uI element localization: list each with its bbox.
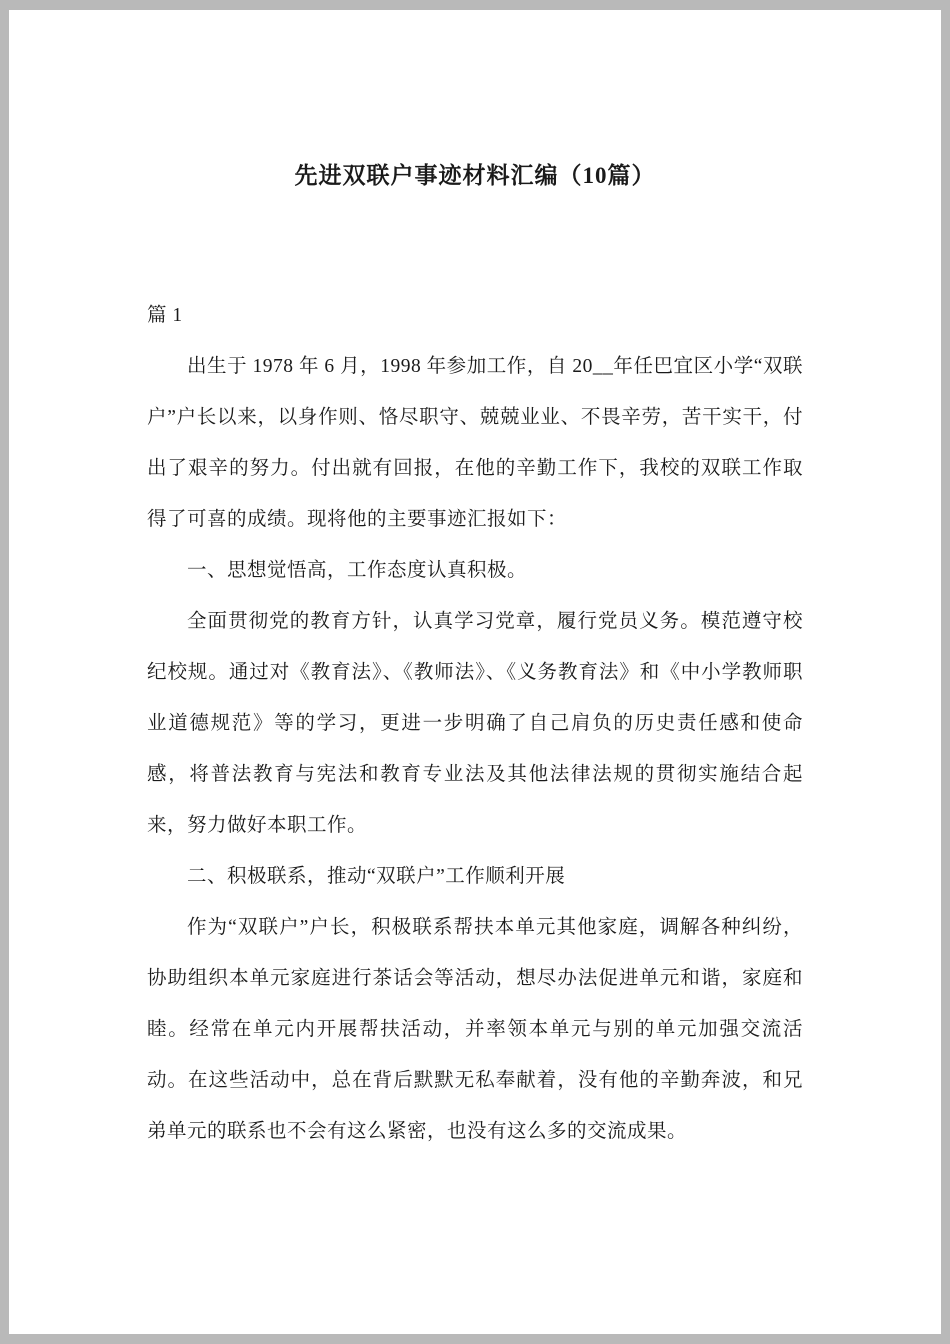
- paragraph: 出生于 1978 年 6 月，1998 年参加工作，自 20__年任巴宜区小学“双联户”户长以来，以身作则、恪尽职守、兢兢业业、不畏辛劳，苦干实干，付出了艰辛的努力。付出就有回报，在他的辛勤工作下，我校的双联工作取得了可喜的成绩。现将他的主要事迹汇报如下：: [147, 356, 803, 531]
- paragraph: 一、思想觉悟高，工作态度认真积极。: [186, 560, 527, 582]
- paragraph: 篇 1: [147, 305, 183, 327]
- paragraph: 二、积极联系，推动“双联户”工作顺利开展: [186, 866, 566, 888]
- paragraph: 作为“双联户”户长，积极联系帮扶本单元其他家庭，调解各种纠纷，协助组织本单元家庭进行茶话会等活动，想尽办法促进单元和谐，家庭和睦。经常在单元内开展帮扶活动，并率领本单元与别的单元加强交流活动。在这些活动中，总在背后默默无私奉献着，没有他的辛勤奔波，和兄弟单元的联系也不会有这么紧密，也没有这么多的交流成果。: [147, 917, 803, 1143]
- document-page: [9, 10, 941, 1334]
- paragraph: 全面贯彻党的教育方针，认真学习党章，履行党员义务。模范遵守校纪校规。通过对《教育法》、《教师法》、《义务教育法》和《中小学教师职业道德规范》等的学习，更进一步明确了自己肩负的历史责任感和使命感，将普法教育与宪法和教育专业法及其他法律法规的贯彻实施结合起来，努力做好本职工作。: [147, 611, 803, 837]
- paragraphs: [147, 290, 803, 1157]
- document-title: 先进双联户事迹材料汇编（10篇）: [294, 163, 656, 188]
